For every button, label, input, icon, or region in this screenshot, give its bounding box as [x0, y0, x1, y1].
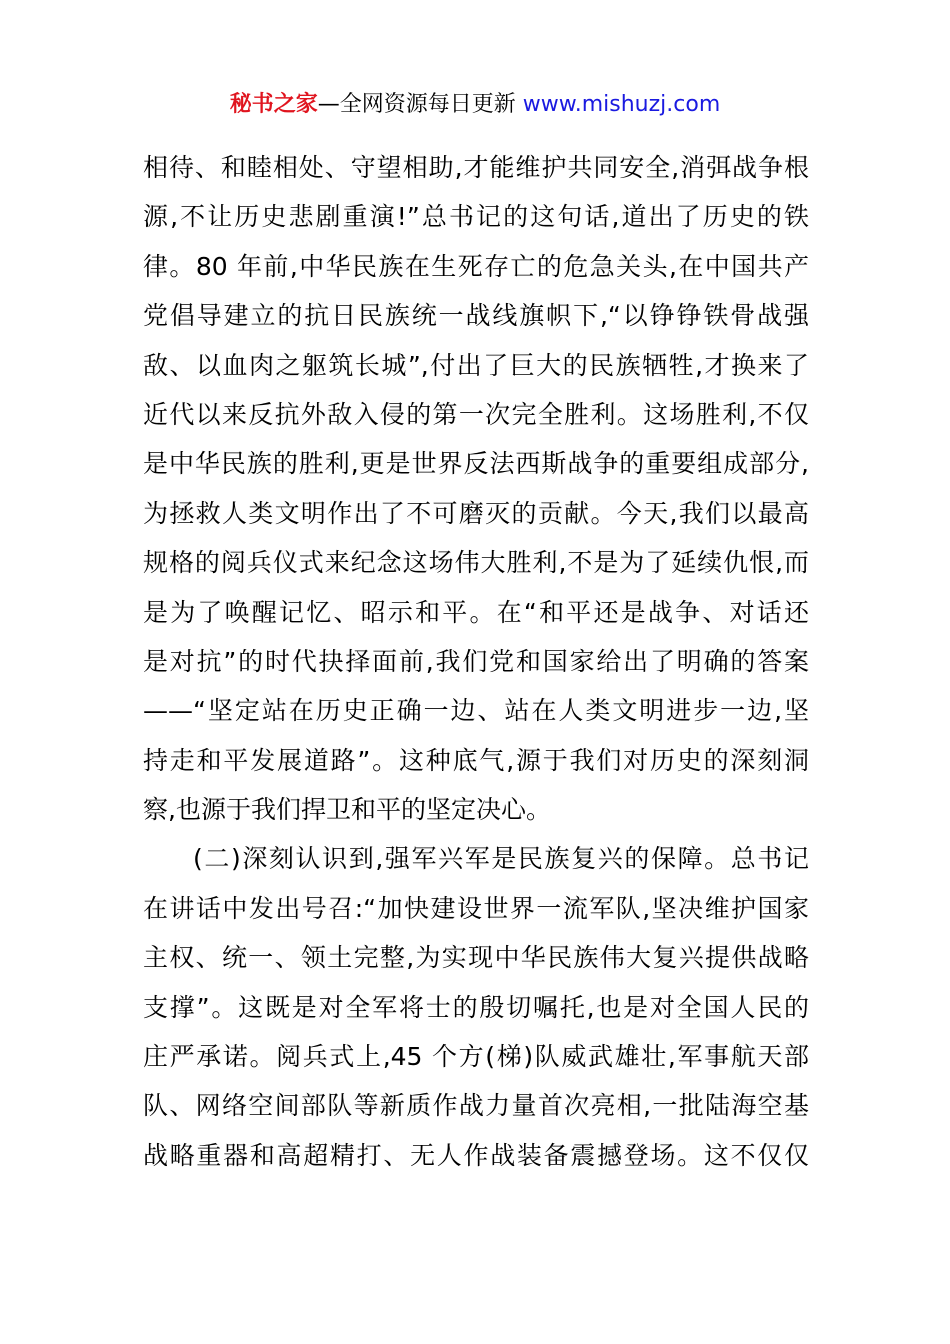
text-line: 为拯救人类文明作出了不可磨灭的贡献。今天,我们以最高: [143, 498, 809, 528]
paragraph-start-line: (二)深刻认识到,强军兴军是民族复兴的保障。总书记: [193, 844, 809, 874]
text-line: 相待、和睦相处、守望相助,才能维护共同安全,消弭战争根: [143, 153, 809, 182]
text-line: 规格的阅兵仪式来纪念这场伟大胜利,不是为了延续仇恨,而: [143, 548, 809, 578]
text-line: 战略重器和高超精打、无人作战装备震撼登场。这不仅仅: [143, 1140, 809, 1170]
text-line: ——“坚定站在历史正确一边、站在人类文明进步一边,坚: [143, 696, 809, 726]
page-header: [0, 88, 950, 122]
text-line: 敌、以血肉之躯筑长城”,付出了巨大的民族牺牲,才换来了: [143, 350, 809, 380]
text-line: 是对抗”的时代抉择面前,我们党和国家给出了明确的答案: [143, 646, 809, 676]
text-line: 支撑”。这既是对全军将士的殷切嘱托,也是对全国人民的: [143, 992, 809, 1022]
site-tagline: —全网资源每日更新: [317, 92, 523, 117]
site-brand: 秘书之家: [229, 92, 318, 117]
site-url[interactable]: www.mishuzj.com: [522, 92, 721, 117]
text-line: 律。80 年前,中华民族在生死存亡的危急关头,在中国共产: [143, 251, 809, 281]
text-line: 源,不让历史悲剧重演!”总书记的这句话,道出了历史的铁: [143, 202, 809, 232]
text-line: 主权、统一、领土完整,为实现中华民族伟大复兴提供战略: [143, 943, 809, 973]
text-line: 党倡导建立的抗日民族统一战线旗帜下,“以铮铮铁骨战强: [143, 301, 809, 331]
document-body: [143, 143, 809, 1180]
text-line: 是中华民族的胜利,更是世界反法西斯战争的重要组成部分,: [143, 449, 809, 479]
text-line: 在讲话中发出号召:“加快建设世界一流军队,坚决维护国家: [143, 893, 809, 923]
text-line: 是为了唤醒记忆、昭示和平。在“和平还是战争、对话还: [143, 597, 809, 627]
text-line: 近代以来反抗外敌入侵的第一次完全胜利。这场胜利,不仅: [143, 399, 809, 429]
text-line: 队、网络空间部队等新质作战力量首次亮相,一批陆海空基: [143, 1091, 809, 1121]
text-line: 持走和平发展道路”。这种底气,源于我们对历史的深刻洞: [143, 745, 809, 775]
text-line: 庄严承诺。阅兵式上,45 个方(梯)队威武雄壮,军事航天部: [143, 1042, 809, 1072]
text-line: 察,也源于我们捍卫和平的坚定决心。: [143, 795, 551, 825]
